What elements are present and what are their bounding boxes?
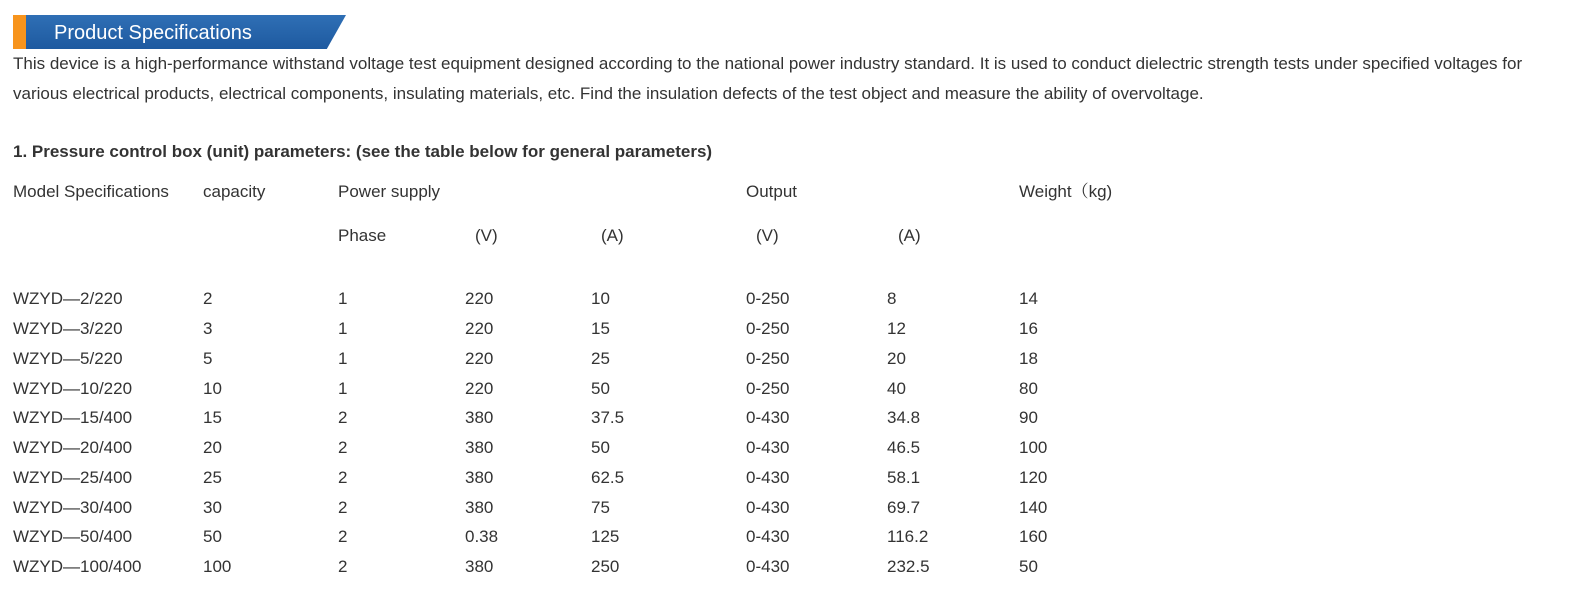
table-cell-phase: 2 <box>338 527 348 546</box>
intro-paragraph: This device is a high-performance withstand voltage test equipment designed according to the national power industry standard. It is used to conduct dielectric strength tests under specified voltages for various electrical products, electrical components, insulating materials, etc. Find the insulation defects of the test object and measure the ability of overvoltage. <box>13 54 1523 103</box>
col-header-weight: Weight（kg) <box>1019 182 1113 201</box>
table-cell-capacity: 2 <box>203 289 213 308</box>
table-cell-weight: 18 <box>1019 349 1038 368</box>
table-cell-supply-voltage: 220 <box>465 319 494 338</box>
table-cell-output-voltage: 0-430 <box>746 438 790 457</box>
table-cell-model: WZYD—25/400 <box>13 468 133 487</box>
table-cell-output-current: 116.2 <box>887 527 929 546</box>
table-cell-capacity: 5 <box>203 349 213 368</box>
table-cell-supply-current: 75 <box>591 498 610 517</box>
subheader-supply-current: (A) <box>601 226 624 245</box>
table-cell-capacity: 100 <box>203 557 232 576</box>
subheader-supply-voltage: (V) <box>475 226 498 245</box>
table-cell-supply-voltage: 380 <box>465 408 494 427</box>
table-cell-output-current: 46.5 <box>887 438 921 457</box>
table-cell-weight: 14 <box>1019 289 1038 308</box>
table-cell-supply-voltage: 380 <box>465 438 494 457</box>
table-cell-output-voltage: 0-430 <box>746 557 790 576</box>
table-cell-output-current: 8 <box>887 289 897 308</box>
table-cell-capacity: 25 <box>203 468 222 487</box>
table-cell-weight: 80 <box>1019 379 1038 398</box>
table-cell-output-current: 20 <box>887 349 906 368</box>
col-header-capacity: capacity <box>203 182 266 201</box>
table-cell-supply-current: 15 <box>591 319 610 338</box>
subheader-output-voltage: (V) <box>756 226 779 245</box>
table-cell-weight: 50 <box>1019 557 1038 576</box>
col-header-model: Model Specifications <box>13 182 169 201</box>
table-cell-output-current: 232.5 <box>887 557 930 576</box>
table-cell-supply-voltage: 220 <box>465 379 494 398</box>
table-cell-model: WZYD—15/400 <box>13 408 133 427</box>
table-cell-weight: 90 <box>1019 408 1038 427</box>
table-cell-model: WZYD—2/220 <box>13 289 123 308</box>
table-cell-phase: 1 <box>338 319 348 338</box>
table-cell-supply-current: 50 <box>591 438 610 457</box>
section-header-title: Product Specifications <box>54 22 252 44</box>
table-cell-supply-current: 50 <box>591 379 610 398</box>
section-header <box>13 15 346 49</box>
table-cell-output-current: 34.8 <box>887 408 921 427</box>
table-cell-model: WZYD—30/400 <box>13 498 133 517</box>
table-cell-phase: 2 <box>338 438 348 457</box>
table-cell-supply-voltage: 380 <box>465 557 494 576</box>
table-cell-weight: 140 <box>1019 498 1048 517</box>
table-cell-capacity: 20 <box>203 438 222 457</box>
table-cell-output-voltage: 0-250 <box>746 379 790 398</box>
table-cell-phase: 2 <box>338 498 348 517</box>
table-cell-phase: 2 <box>338 408 348 427</box>
parameters-section-title: 1. Pressure control box (unit) parameters: (see the table below for general parameters) <box>13 142 713 161</box>
header-accent-bar <box>13 15 26 49</box>
table-cell-phase: 1 <box>338 379 348 398</box>
table-cell-supply-current: 250 <box>591 557 620 576</box>
table-cell-capacity: 3 <box>203 319 213 338</box>
col-header-power-supply: Power supply <box>338 182 441 201</box>
table-cell-weight: 120 <box>1019 468 1048 487</box>
table-cell-output-current: 12 <box>887 319 906 338</box>
table-cell-weight: 16 <box>1019 319 1038 338</box>
table-cell-capacity: 50 <box>203 527 222 546</box>
table-cell-output-voltage: 0-250 <box>746 319 790 338</box>
table-cell-phase: 2 <box>338 557 348 576</box>
table-cell-supply-current: 37.5 <box>591 408 625 427</box>
table-cell-output-current: 58.1 <box>887 468 921 487</box>
table-cell-capacity: 10 <box>203 379 222 398</box>
table-cell-model: WZYD—5/220 <box>13 349 123 368</box>
table-cell-supply-current: 25 <box>591 349 610 368</box>
table-cell-output-voltage: 0-430 <box>746 468 790 487</box>
subheader-output-current: (A) <box>898 226 921 245</box>
table-cell-output-voltage: 0-430 <box>746 498 790 517</box>
table-cell-model: WZYD—50/400 <box>13 527 133 546</box>
table-cell-supply-voltage: 220 <box>465 349 494 368</box>
subheader-phase: Phase <box>338 226 387 245</box>
table-cell-supply-voltage: 380 <box>465 468 494 487</box>
table-cell-supply-current: 62.5 <box>591 468 625 487</box>
table-cell-output-voltage: 0-430 <box>746 408 790 427</box>
table-cell-supply-voltage: 0.38 <box>465 527 499 546</box>
table-cell-model: WZYD—20/400 <box>13 438 133 457</box>
table-cell-supply-voltage: 380 <box>465 498 494 517</box>
table-cell-capacity: 30 <box>203 498 222 517</box>
table-cell-capacity: 15 <box>203 408 222 427</box>
table-cell-output-voltage: 0-250 <box>746 349 790 368</box>
table-cell-weight: 160 <box>1019 527 1048 546</box>
table-cell-supply-voltage: 220 <box>465 289 494 308</box>
table-cell-model: WZYD—3/220 <box>13 319 123 338</box>
table-cell-model: WZYD—100/400 <box>13 557 142 576</box>
table-cell-phase: 2 <box>338 468 348 487</box>
table-cell-supply-current: 10 <box>591 289 610 308</box>
col-header-output: Output <box>746 182 798 201</box>
table-cell-output-voltage: 0-250 <box>746 289 790 308</box>
table-cell-output-voltage: 0-430 <box>746 527 790 546</box>
table-cell-model: WZYD—10/220 <box>13 379 133 398</box>
table-cell-supply-current: 125 <box>591 527 620 546</box>
table-cell-phase: 1 <box>338 349 348 368</box>
table-cell-weight: 100 <box>1019 438 1048 457</box>
table-cell-output-current: 40 <box>887 379 906 398</box>
table-cell-output-current: 69.7 <box>887 498 921 517</box>
table-cell-phase: 1 <box>338 289 348 308</box>
